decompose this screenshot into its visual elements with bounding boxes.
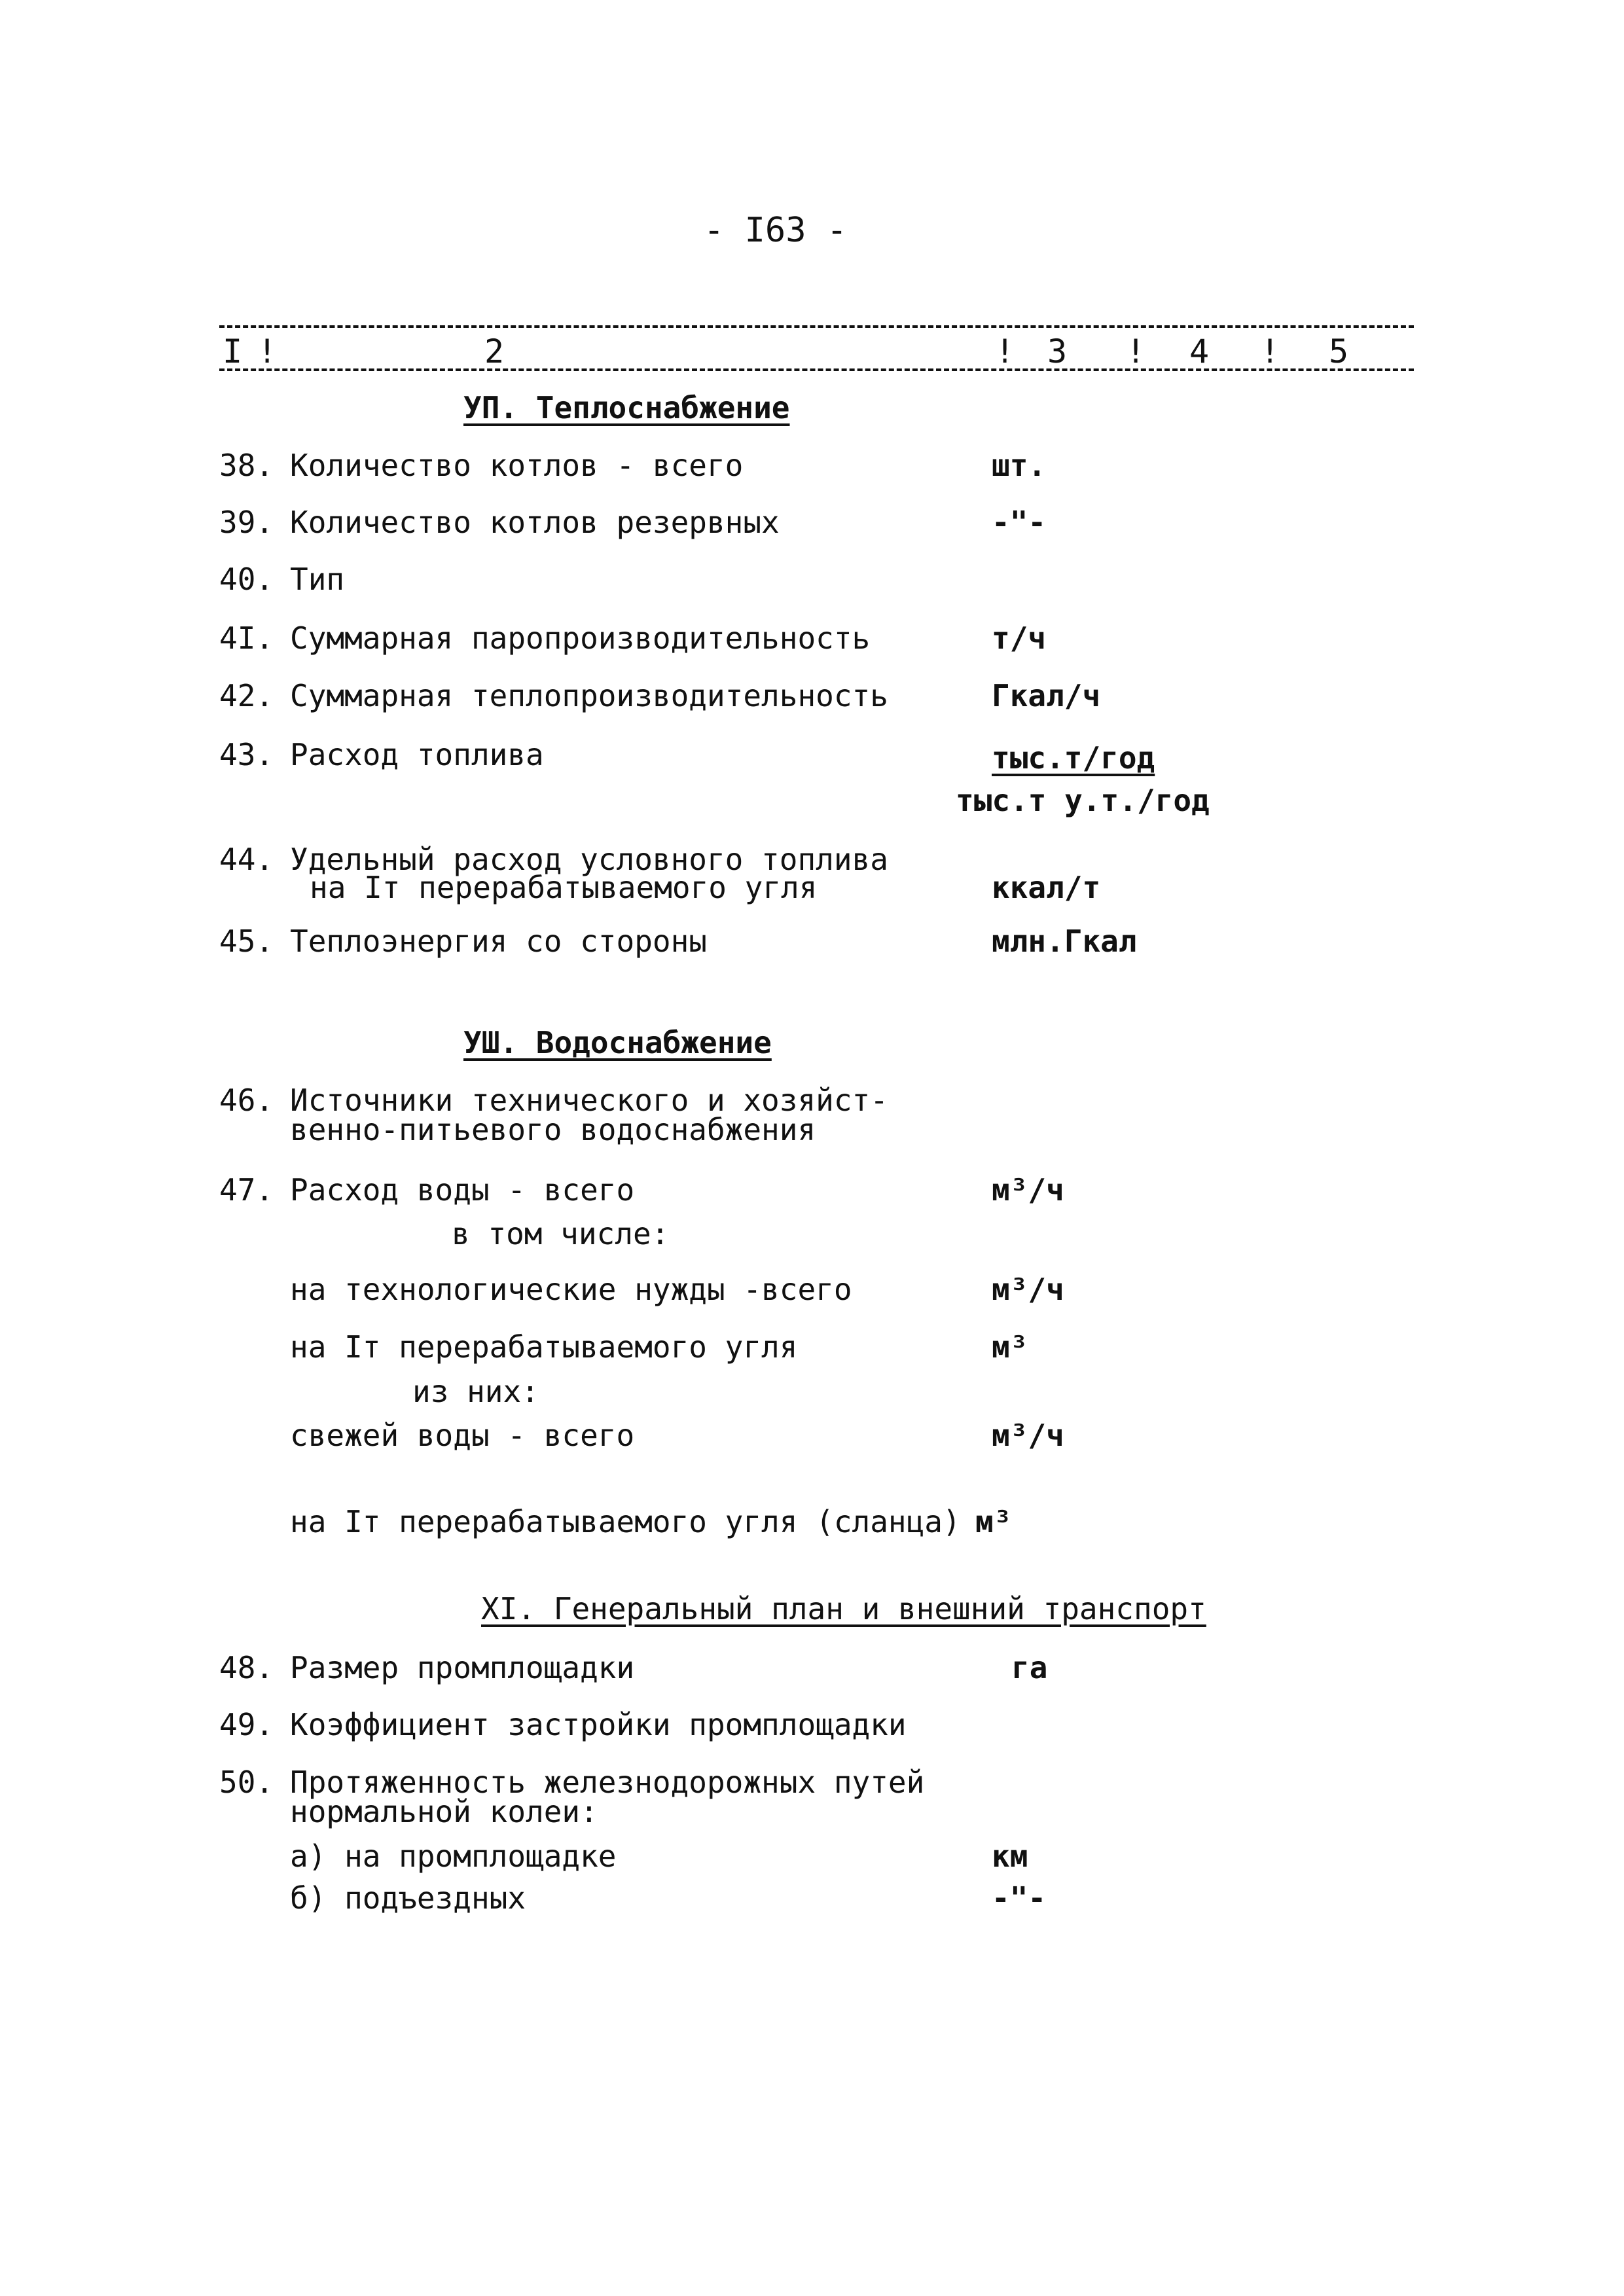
row-number: 49. [219, 1707, 274, 1742]
row-label: свежей воды - всего [290, 1418, 635, 1453]
row-number: 47. [219, 1172, 274, 1208]
row-label: Расход топлива [290, 737, 544, 772]
row-unit: га [1011, 1650, 1048, 1685]
row-label: на технологические нужды -всего [290, 1272, 852, 1307]
row-label-continued: нормальной колеи: [290, 1794, 598, 1829]
row-number: 45. [219, 924, 274, 959]
header-col-4: 4 [1189, 332, 1210, 370]
row-label: Коэффициент застройки промплощадки [290, 1707, 907, 1742]
row-label: б) подъездных [290, 1880, 526, 1916]
row-number: 38. [219, 448, 274, 483]
row-sublabel: в том числе: [452, 1216, 670, 1251]
row-label: Суммарная теплопроизводительность [290, 678, 888, 713]
header-sep: ! [1260, 332, 1280, 370]
header-col-1: I [223, 332, 243, 370]
row-unit: м³ [975, 1504, 1012, 1539]
section-heading-water-supply: УШ. Водоснабжение [463, 1025, 772, 1060]
row-label: Удельный расход условного топлива [290, 842, 888, 877]
row-label: Расход воды - всего [290, 1172, 635, 1208]
row-number: 48. [219, 1650, 274, 1685]
header-rule-top [219, 325, 1414, 328]
row-label: Протяженность железнодорожных путей [290, 1765, 925, 1800]
row-label: Количество котлов резервных [290, 505, 780, 540]
row-unit: шт. [992, 448, 1047, 483]
row-unit: тыс.т/год [992, 740, 1155, 776]
row-sublabel: из них: [412, 1374, 539, 1409]
row-unit: Гкал/ч [992, 678, 1101, 713]
row-label: Размер промплощадки [290, 1650, 635, 1685]
row-unit: т/ч [992, 620, 1047, 656]
row-unit: м³/ч [992, 1418, 1064, 1453]
section-heading-general-plan: XI. Генеральный план и внешний транспорт [481, 1591, 1206, 1626]
row-number: 40. [219, 562, 274, 597]
row-unit: м³/ч [992, 1172, 1064, 1208]
row-unit: -"- [992, 1880, 1047, 1916]
header-col-3: 3 [1047, 332, 1068, 370]
row-number: 50. [219, 1765, 274, 1800]
row-label: на Iт перерабатываемого угля [290, 1329, 798, 1365]
header-rule-bottom [219, 368, 1414, 371]
header-sep: ! [995, 332, 1015, 370]
row-label: а) на промплощадке [290, 1839, 617, 1874]
row-unit: м³/ч [992, 1272, 1064, 1307]
row-label: Количество котлов - всего [290, 448, 744, 483]
row-number: 39. [219, 505, 274, 540]
header-col-5: 5 [1329, 332, 1349, 370]
row-unit: -"- [992, 505, 1047, 540]
row-number: 44. [219, 842, 274, 877]
header-sep: ! [1126, 332, 1146, 370]
row-label: Суммарная паропроизводительность [290, 620, 871, 656]
row-unit: млн.Гкал [992, 924, 1137, 959]
row-label-continued: венно-питьевого водоснабжения [290, 1112, 816, 1147]
row-unit: м³ [992, 1329, 1028, 1365]
header-sep: ! [257, 332, 278, 370]
header-col-2: 2 [484, 332, 505, 370]
row-unit: км [992, 1839, 1028, 1874]
row-number: 42. [219, 678, 274, 713]
row-number: 4I. [219, 620, 274, 656]
row-number: 46. [219, 1083, 274, 1118]
row-unit: ккал/т [992, 870, 1101, 905]
row-unit-secondary: тыс.т у.т./год [956, 783, 1210, 818]
page-number: - I63 - [704, 211, 848, 250]
section-heading-heat-supply: УП. Теплоснабжение [463, 390, 790, 425]
row-number: 43. [219, 737, 274, 772]
row-label: Тип [290, 562, 345, 597]
row-label: на Iт перерабатываемого угля (сланца) [290, 1504, 961, 1539]
row-label-continued: на Iт перерабатываемого угля [310, 870, 818, 905]
row-label: Теплоэнергия со стороны [290, 924, 707, 959]
row-label: Источники технического и хозяйст- [290, 1083, 888, 1118]
